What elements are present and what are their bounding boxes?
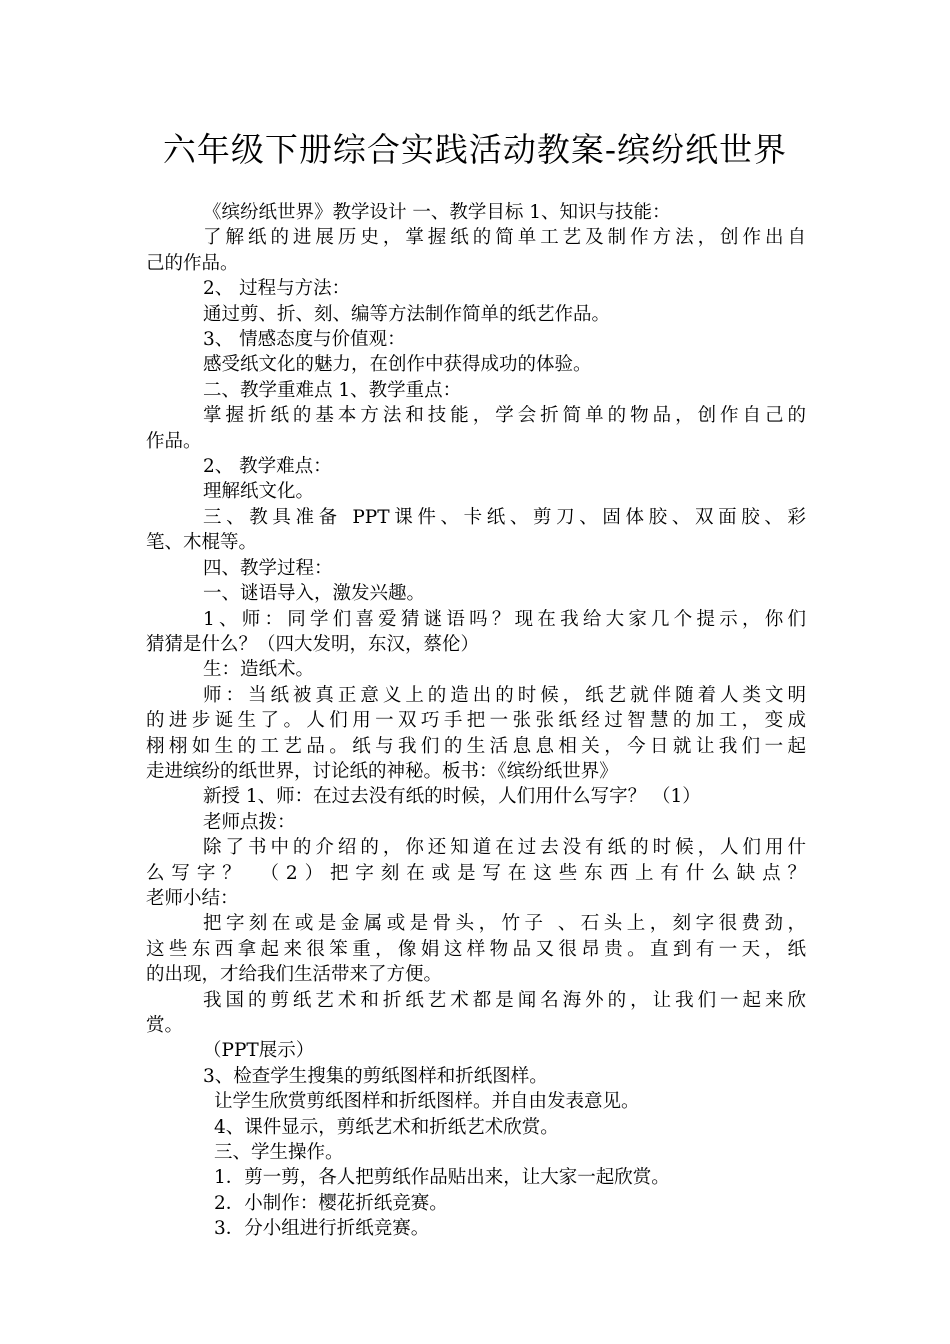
text-line: 《缤纷纸世界》教学设计 一、教学目标 1、知识与技能： (203, 202, 671, 223)
text-line: 掌握折纸的基本方法和技能，学会折简单的物品，创作自己的 (203, 405, 806, 427)
text-line: 理解纸文化。 (203, 481, 315, 503)
text-line: 这些东西拿起来很笨重，像娟这样物品又很昂贵。直到有一天，纸 (146, 938, 806, 960)
text-line: 把字刻在或是金属或是骨头，竹子 、石头上，刻字很费劲， (203, 913, 806, 935)
text-line: 通过剪、折、刻、编等方法制作简单的纸艺作品。 (203, 303, 611, 325)
text-line: 二、教学重难点 1、教学重点： (203, 379, 462, 401)
text-line: 除了书中的介绍的，你还知道在过去没有纸的时候，人们用什 (203, 837, 806, 859)
document-body (146, 200, 806, 1242)
text-line: 老师点拨： (203, 811, 296, 833)
text-line: 猜猜是什么？（四大发明，东汉，蔡伦） (146, 633, 480, 655)
text-line: 赏。 (146, 1015, 184, 1036)
text-line: 笔、木棍等。 (146, 532, 258, 554)
text-line: 四、教学过程： (203, 557, 333, 579)
document-title: 六年级下册综合实践活动教案-缤纷纸世界 (162, 130, 788, 169)
text-line: 走进缤纷的纸世界，讨论纸的神秘。板书：《缤纷纸世界》 (146, 760, 618, 782)
text-line: 2、 过程与方法： (203, 278, 351, 300)
text-line: 己的作品。 (146, 252, 239, 274)
text-line: 作品。 (146, 430, 202, 452)
text-line: （PPT展示） (203, 1040, 315, 1062)
text-line: 感受纸文化的魅力，在创作中获得成功的体验。 (203, 354, 592, 376)
text-line: 1．剪一剪，各人把剪纸作品贴出来，让大家一起欣赏。 (214, 1167, 670, 1189)
text-line: 老师小结： (146, 887, 239, 909)
text-line: 2．小制作：樱花折纸竞赛。 (214, 1192, 448, 1214)
text-line: 3、 情感态度与价值观： (203, 329, 406, 351)
text-line: 3．分小组进行折纸竞赛。 (214, 1218, 430, 1240)
text-line: 的出现，才给我们生活带来了方便。 (146, 964, 443, 986)
text-line: 让学生欣赏剪纸图样和折纸图样。并自由发表意见。 (214, 1091, 640, 1113)
text-line: 么写字？ （2）把字刻在或是写在这些东西上有什么缺点？ (146, 862, 806, 884)
text-line: 新授 1、师：在过去没有纸的时候，人们用什么写字？ （1） (203, 786, 701, 808)
text-line: 三、教具准备 PPT课件、卡纸、剪刀、固体胶、双面胶、彩 (203, 506, 806, 528)
text-line: 师：当纸被真正意义上的造出的时候，纸艺就伴随着人类文明 (203, 684, 806, 706)
text-line: 3、检查学生搜集的剪纸图样和折纸图样。 (203, 1065, 548, 1087)
text-line: 2、 教学难点： (203, 456, 332, 478)
text-line: 1、师：同学们喜爱猜谜语吗？现在我给大家几个提示，你们 (203, 608, 806, 630)
text-line: 了解纸的进展历史，掌握纸的简单工艺及制作方法，创作出自 (203, 227, 806, 249)
text-line: 我国的剪纸艺术和折纸艺术都是闻名海外的，让我们一起来欣 (203, 989, 806, 1011)
text-line: 4、课件显示，剪纸艺术和折纸艺术欣赏。 (214, 1116, 559, 1138)
text-line: 的进步诞生了。人们用一双巧手把一张张纸经过智慧的加工，变成 (146, 710, 806, 732)
text-line: 一、谜语导入，激发兴趣。 (203, 583, 426, 605)
text-line: 生：造纸术。 (203, 659, 315, 681)
text-line: 栩栩如生的工艺品。纸与我们的生活息息相关，今日就让我们一起 (146, 735, 806, 757)
text-line: 三、学生操作。 (214, 1142, 344, 1164)
